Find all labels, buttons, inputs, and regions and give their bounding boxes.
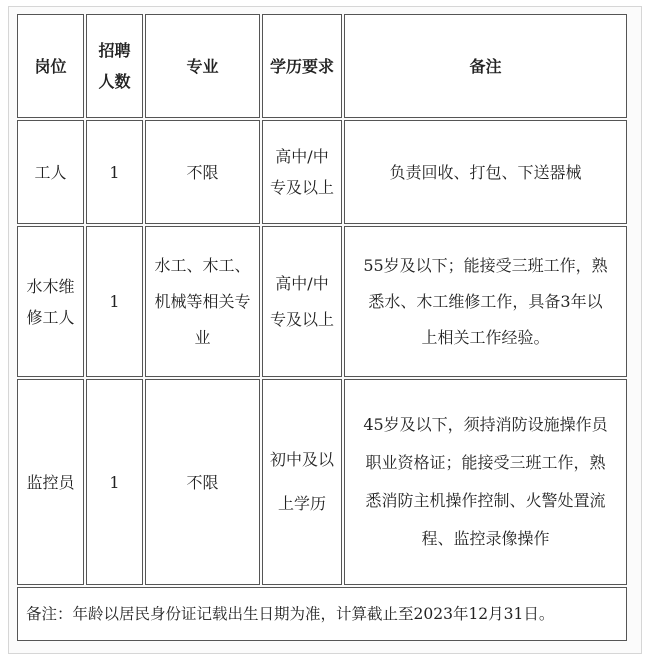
cell-major: 不限 bbox=[145, 379, 260, 585]
header-count: 招聘 人数 bbox=[86, 14, 143, 118]
cell-position: 水木维 修工人 bbox=[17, 226, 84, 377]
cell-education: 高中/中 专及以上 bbox=[262, 226, 342, 377]
cell-remarks: 45岁及以下，须持消防设施操作员 职业资格证；能接受三班工作，熟 悉消防主机操作控制、火警处置流 程、监控录像操作 bbox=[344, 379, 627, 585]
cell-major: 水工、木工、 机械等相关专 业 bbox=[145, 226, 260, 377]
footnote: 备注：年龄以居民身份证记载出生日期为准，计算截止至2023年12月31日。 bbox=[17, 587, 627, 641]
table-footnote-row bbox=[17, 587, 627, 641]
cell-education: 高中/中 专及以上 bbox=[262, 120, 342, 224]
cell-major: 不限 bbox=[145, 120, 260, 224]
header-education: 学历要求 bbox=[262, 14, 342, 118]
cell-education: 初中及以 上学历 bbox=[262, 379, 342, 585]
cell-position: 工人 bbox=[17, 120, 84, 224]
cell-position: 监控员 bbox=[17, 379, 84, 585]
cell-count: 1 bbox=[86, 226, 143, 377]
table-row bbox=[17, 120, 627, 224]
table-row bbox=[17, 226, 627, 377]
header-position: 岗位 bbox=[17, 14, 84, 118]
recruitment-table bbox=[15, 12, 629, 643]
table-row bbox=[17, 379, 627, 585]
header-remarks: 备注 bbox=[344, 14, 627, 118]
cell-remarks: 负责回收、打包、下送器械 bbox=[344, 120, 627, 224]
cell-remarks: 55岁及以下；能接受三班工作，熟 悉水、木工维修工作，具备3年以 上相关工作经验。 bbox=[344, 226, 627, 377]
cell-count: 1 bbox=[86, 120, 143, 224]
table-header-row bbox=[17, 14, 627, 118]
header-major: 专业 bbox=[145, 14, 260, 118]
cell-count: 1 bbox=[86, 379, 143, 585]
